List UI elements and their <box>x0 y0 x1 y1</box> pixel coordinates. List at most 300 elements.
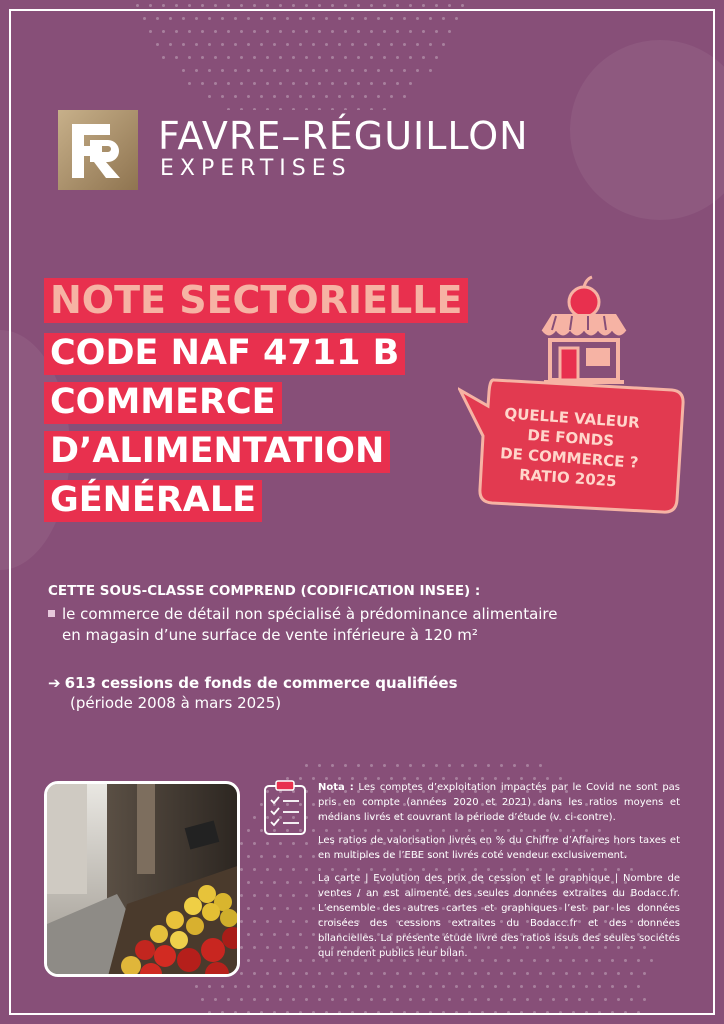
decor-dot <box>247 907 250 910</box>
decor-dot <box>240 108 243 110</box>
decor-dot <box>435 4 438 7</box>
decor-dot <box>253 108 256 110</box>
decor-dot <box>403 17 406 20</box>
decor-dot <box>318 764 321 767</box>
house-apple-icon <box>528 272 640 388</box>
decor-dot <box>617 972 620 975</box>
decor-dot <box>286 881 289 884</box>
decor-dot <box>344 764 347 767</box>
decor-dot <box>240 972 243 975</box>
decor-dot <box>234 985 237 988</box>
decor-dot <box>312 855 315 858</box>
decor-dot <box>292 868 295 871</box>
decor-dot <box>227 82 230 85</box>
decor-dot <box>292 842 295 845</box>
decor-dot <box>429 69 432 72</box>
decor-dot <box>357 764 360 767</box>
decor-dot <box>266 4 269 7</box>
decor-dot <box>370 30 373 33</box>
decor-dot <box>299 855 302 858</box>
decor-dot <box>162 4 165 7</box>
decor-dot <box>253 842 256 845</box>
decor-dot <box>169 17 172 20</box>
decor-dot <box>520 985 523 988</box>
decor-dot <box>286 69 289 72</box>
decor-dot <box>383 56 386 59</box>
decor-dot <box>396 972 399 975</box>
decor-dot <box>221 17 224 20</box>
decor-dot <box>214 82 217 85</box>
decor-dot <box>143 17 146 20</box>
decor-dot <box>214 56 217 59</box>
title-note-sectorielle: NOTE SECTORIELLE <box>44 278 468 323</box>
decor-dot <box>292 998 295 1001</box>
note-label: Nota : <box>318 782 354 793</box>
decor-dot <box>279 998 282 1001</box>
decor-dot <box>221 95 224 98</box>
decor-dot <box>338 69 341 72</box>
decor-dot <box>286 855 289 858</box>
decor-dot <box>182 69 185 72</box>
decor-dot <box>559 985 562 988</box>
decor-dot <box>260 855 263 858</box>
decor-dot <box>195 69 198 72</box>
decor-dot <box>364 43 367 46</box>
decor-dot <box>253 816 256 819</box>
decor-dot <box>396 998 399 1001</box>
decor-dot <box>383 764 386 767</box>
square-bullet-icon <box>48 610 55 617</box>
decor-dot <box>390 95 393 98</box>
decor-dot <box>351 69 354 72</box>
decor-dot <box>318 82 321 85</box>
decor-dot <box>351 95 354 98</box>
decor-dot <box>286 907 289 910</box>
decor-dot <box>247 17 250 20</box>
decor-dot <box>279 30 282 33</box>
decor-dot <box>507 985 510 988</box>
cessions-period: (période 2008 à mars 2025) <box>70 694 282 712</box>
decor-dot <box>299 985 302 988</box>
decor-dot <box>292 920 295 923</box>
subclass-heading: CETTE SOUS-CLASSE COMPREND (CODIFICATION INSEE) : <box>48 583 481 599</box>
decor-dot <box>149 30 152 33</box>
decor-dot <box>221 69 224 72</box>
decor-dot <box>474 764 477 767</box>
cessions-count: 613 cessions de fonds de commerce qualifiées <box>64 674 458 692</box>
decor-dot <box>260 933 263 936</box>
decor-dot <box>305 972 308 975</box>
decor-dot <box>273 69 276 72</box>
decor-dot <box>253 82 256 85</box>
decor-dot <box>253 30 256 33</box>
decor-dot <box>279 920 282 923</box>
decor-dot <box>312 959 315 962</box>
decor-dot <box>364 17 367 20</box>
decor-dot <box>377 43 380 46</box>
decor-dot <box>533 1011 536 1014</box>
decor-dot <box>448 764 451 767</box>
decor-dot <box>208 1011 211 1014</box>
decor-dot <box>260 959 263 962</box>
decor-dot <box>273 985 276 988</box>
decor-dot <box>487 998 490 1001</box>
decor-dot <box>637 1011 640 1014</box>
decor-dot <box>260 69 263 72</box>
decor-dot <box>390 69 393 72</box>
decor-dot <box>312 985 315 988</box>
decor-dot <box>390 1011 393 1014</box>
decor-dot <box>344 82 347 85</box>
decor-dot <box>396 764 399 767</box>
decor-dot <box>435 998 438 1001</box>
decor-dot <box>455 1011 458 1014</box>
decor-dot <box>520 1011 523 1014</box>
decor-dot <box>253 868 256 871</box>
subclass-bullet-line2: en magasin d’une surface de vente inférieure à 120 m² <box>62 626 478 644</box>
decor-dot <box>188 82 191 85</box>
decor-dot <box>292 56 295 59</box>
decor-dot <box>351 1011 354 1014</box>
decor-dot <box>286 959 289 962</box>
decor-dot <box>474 998 477 1001</box>
decor-dot <box>539 998 542 1001</box>
decor-dot <box>312 829 315 832</box>
decor-dot <box>591 972 594 975</box>
decor-dot <box>435 30 438 33</box>
decor-dot <box>286 985 289 988</box>
decor-dot <box>461 764 464 767</box>
decor-dot <box>240 868 243 871</box>
decor-dot <box>598 985 601 988</box>
decor-dot <box>273 881 276 884</box>
title-naf-code: CODE NAF 4711 B <box>44 333 405 375</box>
decor-dot <box>604 972 607 975</box>
decor-dot <box>526 764 529 767</box>
decor-dot <box>312 777 315 780</box>
decor-dot <box>305 30 308 33</box>
decor-dot <box>227 30 230 33</box>
decor-dot <box>409 972 412 975</box>
decor-dot <box>208 985 211 988</box>
decor-dot <box>494 1011 497 1014</box>
decor-dot <box>396 56 399 59</box>
arrow-right-icon: ➔ <box>48 674 61 692</box>
decor-dot <box>357 4 360 7</box>
decor-dot <box>357 82 360 85</box>
title-alimentation: D’ALIMENTATION <box>44 431 390 473</box>
decor-dot <box>585 1011 588 1014</box>
decor-dot <box>377 1011 380 1014</box>
decor-dot <box>383 4 386 7</box>
decor-dot <box>312 803 315 806</box>
decor-dot <box>292 4 295 7</box>
decor-dot <box>201 82 204 85</box>
decor-dot <box>572 1011 575 1014</box>
title-block <box>44 278 468 523</box>
decor-dot <box>253 56 256 59</box>
decor-dot <box>247 69 250 72</box>
decor-dot <box>351 985 354 988</box>
decor-dot <box>247 829 250 832</box>
brand-subtitle: EXPERTISES <box>160 156 352 181</box>
decor-dot <box>156 17 159 20</box>
decor-dot <box>305 920 308 923</box>
decor-dot <box>214 30 217 33</box>
decor-dot <box>260 17 263 20</box>
decor-dot <box>188 56 191 59</box>
decor-dot <box>162 56 165 59</box>
decor-dot <box>383 82 386 85</box>
subclass-bullet-line1: le commerce de détail non spécialisé à prédominance alimentaire <box>62 605 558 623</box>
decor-dot <box>136 4 139 7</box>
decor-dot <box>546 1011 549 1014</box>
decor-dot <box>403 1011 406 1014</box>
decor-dot <box>305 108 308 110</box>
decor-dot <box>604 998 607 1001</box>
decor-dot <box>351 17 354 20</box>
decor-dot <box>292 972 295 975</box>
decor-dot <box>617 998 620 1001</box>
decor-dot <box>357 108 360 110</box>
title-generale: GÉNÉRALE <box>44 480 262 522</box>
decor-dot <box>169 43 172 46</box>
decor-dot <box>526 998 529 1001</box>
decor-dot <box>312 95 315 98</box>
decor-dot <box>325 69 328 72</box>
decor-dot <box>416 43 419 46</box>
decor-dot <box>260 1011 263 1014</box>
decor-dot <box>221 1011 224 1014</box>
decor-dot <box>201 998 204 1001</box>
decor-dot <box>292 894 295 897</box>
decor-dot <box>396 4 399 7</box>
decor-dot <box>338 95 341 98</box>
decor-dot <box>188 30 191 33</box>
decor-dot <box>403 985 406 988</box>
decor-dot <box>435 972 438 975</box>
decor-dot <box>286 43 289 46</box>
decor-dot <box>247 959 250 962</box>
decor-dot <box>195 43 198 46</box>
decor-dot <box>279 82 282 85</box>
decor-dot <box>344 30 347 33</box>
decor-dot <box>318 4 321 7</box>
decor-dot <box>266 842 269 845</box>
decor-dot <box>240 946 243 949</box>
decor-dot <box>325 1011 328 1014</box>
decor-dot <box>292 108 295 110</box>
decor-dot <box>175 4 178 7</box>
decor-dot <box>481 1011 484 1014</box>
decor-dot <box>260 95 263 98</box>
decor-dot <box>546 985 549 988</box>
decor-dot <box>383 30 386 33</box>
decor-dot <box>643 998 646 1001</box>
decor-dot <box>221 985 224 988</box>
decor-dot <box>357 56 360 59</box>
decor-dot <box>331 972 334 975</box>
decor-dot <box>279 972 282 975</box>
decor-dot <box>409 4 412 7</box>
decor-dot <box>357 998 360 1001</box>
decor-dot <box>286 17 289 20</box>
decor-dot <box>234 69 237 72</box>
decor-dot <box>240 894 243 897</box>
decor-dot <box>312 907 315 910</box>
decor-dot <box>364 95 367 98</box>
decor-dot <box>182 43 185 46</box>
decor-dot <box>234 1011 237 1014</box>
decor-dot <box>312 69 315 72</box>
decor-dot <box>500 998 503 1001</box>
decor-dot <box>214 4 217 7</box>
decor-dot <box>240 56 243 59</box>
decor-dot <box>416 17 419 20</box>
bubble-line: DE FONDS <box>526 426 615 451</box>
decor-dot <box>338 985 341 988</box>
decor-dot <box>299 933 302 936</box>
decor-dot <box>331 82 334 85</box>
decor-dot <box>247 933 250 936</box>
decor-dot <box>429 985 432 988</box>
decor-dot <box>611 985 614 988</box>
decor-dot <box>331 764 334 767</box>
decor-dot <box>331 4 334 7</box>
decor-dot <box>292 82 295 85</box>
decor-dot <box>312 881 315 884</box>
decor-dot <box>247 95 250 98</box>
decor-dot <box>383 998 386 1001</box>
decor-dot <box>409 82 412 85</box>
decor-dot <box>578 998 581 1001</box>
decor-dot <box>266 920 269 923</box>
decor-dot <box>273 1011 276 1014</box>
decor-dot <box>422 998 425 1001</box>
decor-dot <box>533 985 536 988</box>
decor-dot <box>370 764 373 767</box>
decor-dot <box>481 985 484 988</box>
decor-dot <box>305 4 308 7</box>
decor-dot <box>266 946 269 949</box>
decor-dot <box>565 998 568 1001</box>
decor-dot <box>578 972 581 975</box>
decor-dot <box>208 69 211 72</box>
decor-dot <box>377 985 380 988</box>
decor-dot <box>442 17 445 20</box>
decor-dots-top <box>0 0 724 110</box>
decor-dot <box>448 4 451 7</box>
decor-dot <box>201 4 204 7</box>
decor-dot <box>286 933 289 936</box>
decor-dot <box>260 907 263 910</box>
decor-dot <box>351 43 354 46</box>
decor-dot <box>409 998 412 1001</box>
decor-dot <box>364 1011 367 1014</box>
decor-dot <box>299 69 302 72</box>
decor-dot <box>175 56 178 59</box>
decor-dot <box>253 946 256 949</box>
decor-dot <box>318 972 321 975</box>
decor-dot <box>312 43 315 46</box>
decor-dot <box>325 985 328 988</box>
decor-dot <box>539 972 542 975</box>
decor-dot <box>253 998 256 1001</box>
decor-dot <box>364 985 367 988</box>
decor-dot <box>377 17 380 20</box>
decor-dot <box>448 30 451 33</box>
clipboard-checklist-icon <box>262 778 308 836</box>
decor-dot <box>240 920 243 923</box>
decor-dot <box>273 933 276 936</box>
decor-dot <box>299 17 302 20</box>
decor-dot <box>279 108 282 110</box>
decor-dot <box>227 998 230 1001</box>
decor-dot <box>429 1011 432 1014</box>
decor-dot <box>305 946 308 949</box>
decor-dot <box>305 56 308 59</box>
decor-dot <box>442 985 445 988</box>
decor-dot <box>240 4 243 7</box>
decor-dot <box>591 998 594 1001</box>
decor-dot <box>364 69 367 72</box>
decor-dot <box>253 894 256 897</box>
decor-dot <box>325 43 328 46</box>
decor-dot <box>325 17 328 20</box>
decor-dot <box>273 855 276 858</box>
decor-dot <box>266 894 269 897</box>
note-text <box>318 780 680 969</box>
decor-dot <box>390 43 393 46</box>
decor-dot <box>344 972 347 975</box>
decor-dot <box>260 43 263 46</box>
decor-dot <box>422 56 425 59</box>
bubble-line: RATIO 2025 <box>518 465 618 491</box>
decor-dot <box>299 1011 302 1014</box>
decor-dot <box>286 1011 289 1014</box>
decor-dot <box>565 972 568 975</box>
decor-dot <box>299 43 302 46</box>
decor-dot <box>253 4 256 7</box>
decor-dot <box>383 972 386 975</box>
decor-dot <box>461 972 464 975</box>
decor-dot <box>331 56 334 59</box>
decor-dot <box>305 894 308 897</box>
decor-dot <box>305 82 308 85</box>
decor-dot <box>552 972 555 975</box>
decor-dot <box>526 972 529 975</box>
decor-dot <box>422 30 425 33</box>
decor-dot <box>585 985 588 988</box>
decor-dot <box>468 985 471 988</box>
decor-dot <box>273 95 276 98</box>
decor-dot <box>624 985 627 988</box>
decor-dot <box>468 1011 471 1014</box>
decor-dot <box>338 17 341 20</box>
decor-dot <box>338 43 341 46</box>
decor-dot <box>370 4 373 7</box>
decor-dot <box>643 972 646 975</box>
decor-dot <box>409 56 412 59</box>
decor-dot <box>299 959 302 962</box>
decor-dot <box>227 56 230 59</box>
bubble-line: DE COMMERCE ? <box>499 444 640 472</box>
title-commerce: COMMERCE <box>44 382 282 424</box>
decor-dot <box>474 972 477 975</box>
decor-dot <box>253 920 256 923</box>
decor-dot <box>442 1011 445 1014</box>
decor-dot <box>240 82 243 85</box>
